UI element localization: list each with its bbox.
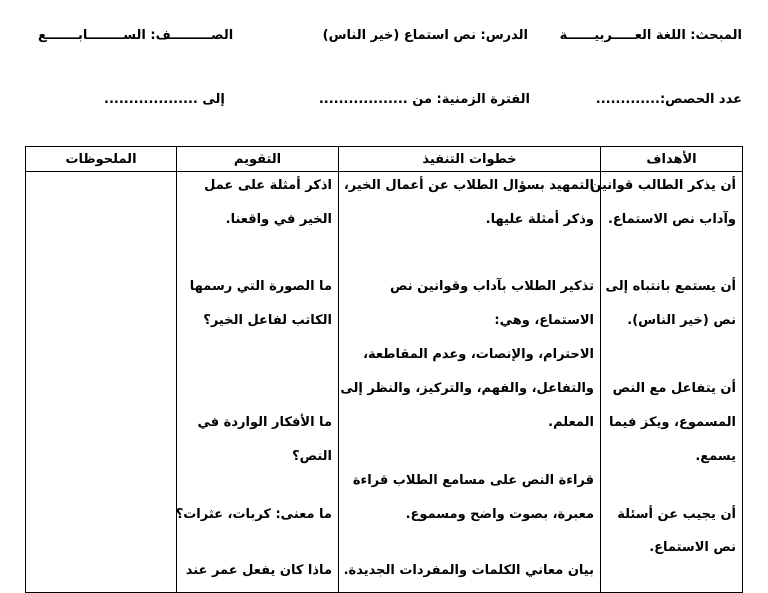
objective-line: وآداب نص الاستماع. <box>607 212 736 227</box>
column-header-notes: الملحوظات <box>26 147 177 172</box>
step-line: التمهيد بسؤال الطلاب عن أعمال الخير، <box>343 178 594 193</box>
evaluation-line: ما معنى: كربات، عثرات؟ <box>175 507 332 522</box>
subject-label: المبحث: اللغة العـــــربيــــــة <box>559 28 742 43</box>
steps-cell <box>339 172 601 593</box>
evaluation-line: ما الأفكار الواردة في <box>197 415 332 430</box>
objective-line: أن يجيب عن أسئلة <box>617 507 736 522</box>
table-header-row <box>26 147 743 172</box>
step-line: معبرة، بصوت واضح ومسموع. <box>405 507 594 522</box>
objective-line: نص (خير الناس). <box>627 313 736 328</box>
step-line: وذكر أمثلة عليها. <box>485 212 594 227</box>
step-line: الاستماع، وهي: <box>494 313 594 328</box>
column-header-evaluation: التقويم <box>177 147 339 172</box>
step-line: بيان معاني الكلمات والمفردات الجديدة. <box>343 563 594 578</box>
step-line: تذكير الطلاب بآداب وقوانين نص <box>389 279 594 294</box>
objective-line: المسموع، ويكز فيما <box>608 415 736 430</box>
notes-cell <box>26 172 177 593</box>
column-header-objectives: الأهداف <box>601 147 743 172</box>
lesson-label: الدرس: نص استماع (خير الناس) <box>322 28 528 43</box>
evaluation-line: ما الصورة التي رسمها <box>189 279 332 294</box>
objective-line: أن يذكر الطالب قوانين <box>590 178 736 193</box>
evaluation-cell <box>177 172 339 593</box>
objective-line: أن يتفاعل مع النص <box>612 381 736 396</box>
lesson-plan-table <box>25 146 743 593</box>
evaluation-line: الخير في واقعنا. <box>225 212 332 227</box>
step-line: الاحترام، والإنصات، وعدم المقاطعة، <box>363 347 594 362</box>
evaluation-line: اذكر أمثلة على عمل <box>204 178 332 193</box>
grade-label: الصـــــــــف: الســــــــابـــــــع <box>38 28 234 43</box>
objectives-cell <box>590 172 743 593</box>
evaluation-line: ماذا كان يفعل عمر عند <box>185 563 332 578</box>
lessons-count-label: عدد الحصص:............. <box>595 92 742 107</box>
evaluation-line: النص؟ <box>292 449 332 464</box>
step-line: المعلم. <box>548 415 594 430</box>
objective-line: يسمع. <box>695 449 736 464</box>
evaluation-line: الكاتب لفاعل الخير؟ <box>203 313 332 328</box>
objective-line: نص الاستماع. <box>649 540 736 555</box>
step-line: قراءة النص على مسامع الطلاب قراءة <box>352 473 594 488</box>
period-from-label: الفترة الزمنية: من .................. <box>318 92 530 107</box>
step-line: والتفاعل، والفهم، والتركيز، والنظر إلى <box>340 381 594 396</box>
column-header-steps: خطوات التنفيذ <box>339 147 601 172</box>
period-to-label: إلى ................... <box>104 92 225 107</box>
table-row <box>26 172 743 593</box>
objective-line: أن يستمع بانتباه إلى <box>605 279 736 294</box>
